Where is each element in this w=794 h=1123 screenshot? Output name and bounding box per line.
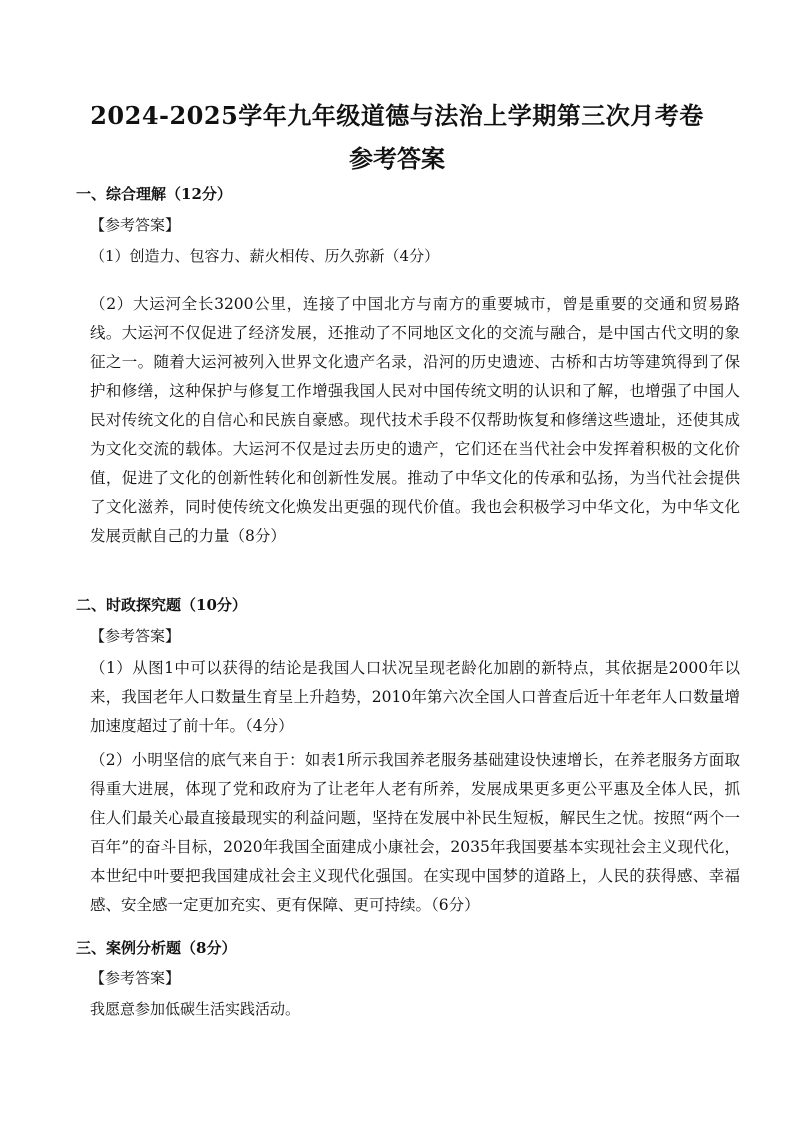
answer-label-3: 【参考答案】 — [90, 969, 181, 987]
page-title: 2024-2025学年九年级道德与法治上学期第三次月考卷 — [90, 101, 704, 130]
answer-item-2-1: （1）从图1中可以获得的结论是我国人口状况呈现老龄化加剧的新特点，其依据是2000年以来，我国老年人口数量生育呈上升趋势，2010年第六次全国人口普查后近十年老年人口数量增加速度超过了前十年。（4分） — [90, 659, 740, 735]
answer-item-2-2: （2）小明坚信的底气来自于：如表1所示我国养老服务基础建设快速增长，在养老服务方面取得重大进展，体现了党和政府为了让老年人老有所养，发展成果更多更公平惠及全体人民，抓住人们最关心最直接最现实的利益问题，坚持在发展中补民生短板，解民生之忧。按照“两个一百年”的奋斗目标，2020年我国全面建成小康社会，2035年我国要基本实现社会主义现代化，本世纪中叶要把我国建成社会主义现代化强国。在实现中国梦的道路上，人民的获得感、幸福感、安全感一定更加充实、更有保障、更可持续。（6分） — [90, 751, 740, 914]
section-heading-3: 三、案例分析题（8分） — [76, 939, 237, 957]
page-subtitle: 参考答案 — [349, 144, 445, 173]
answer-label-1: 【参考答案】 — [90, 216, 181, 234]
answer-item-1-1: （1）创造力、包容力、薪火相传、历久弥新（4分） — [90, 247, 440, 265]
answer-item-3-1: 我愿意参加低碳生活实践活动。 — [90, 1000, 301, 1018]
section-heading-2: 二、时政探究题（10分） — [76, 596, 247, 614]
answer-label-2: 【参考答案】 — [90, 627, 181, 645]
section-heading-1: 一、综合理解（12分） — [76, 185, 232, 203]
answer-item-1-2: （2）大运河全长3200公里，连接了中国北方与南方的重要城市，曾是重要的交通和贸易路线。大运河不仅促进了经济发展，还推动了不同地区文化的交流与融合，是中国古代文明的象征之一。随着大运河被列入世界文化遗产名录，沿河的历史遗迹、古桥和古坊等建筑得到了保护和修缮，这种保护与修复工作增强我国人民对中国传统文明的认识和了解，也增强了中国人民对传统文化的自信心和民族自豪感。现代技术手段不仅帮助恢复和修缮这些遗址，还使其成为文化交流的载体。大运河不仅是过去历史的遗产，它们还在当代社会中发挥着积极的文化价值，促进了文化的创新性转化和创新性发展。推动了中华文化的传承和弘扬，为当代社会提供了文化滋养，同时使传统文化焕发出更强的现代价值。我也会积极学习中华文化，为中华文化发展贡献自己的力量（8分） — [90, 295, 740, 545]
